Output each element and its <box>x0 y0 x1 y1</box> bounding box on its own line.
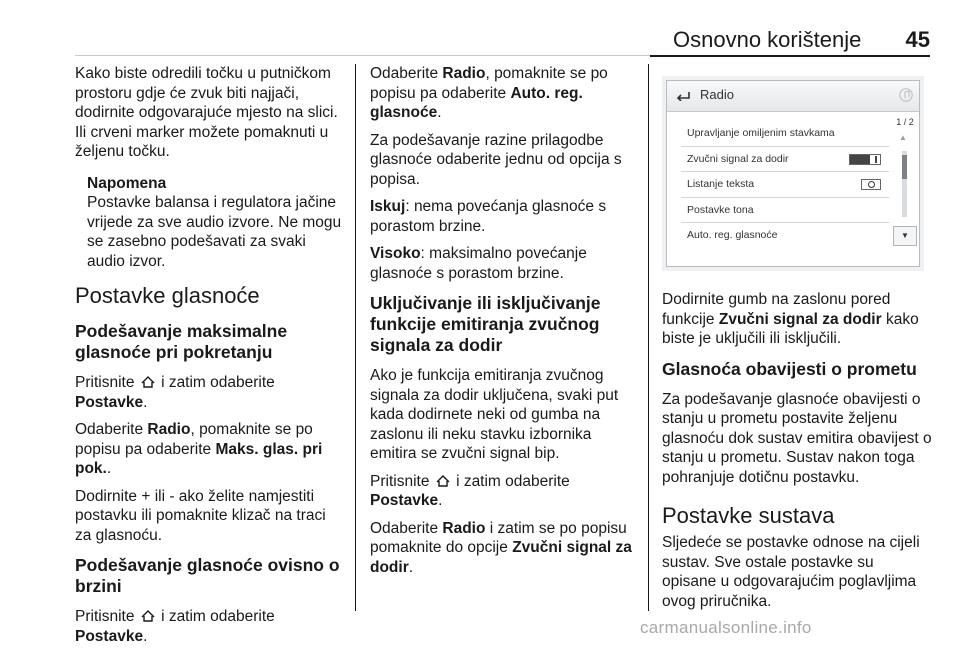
bold-term: Postavke <box>370 492 439 509</box>
screenshot-title-bar <box>667 81 919 112</box>
bold-term: Radio <box>147 421 191 438</box>
screenshot-title: Radio <box>700 87 734 102</box>
list-item-label: Zvučni signal za dodir <box>687 152 789 165</box>
press-instruction-3: Pritisnite i zatim odaberite Postavke. <box>370 472 570 509</box>
toggle-knob <box>875 156 877 163</box>
list-item-tone[interactable] <box>681 198 889 224</box>
text-fragment: Pritisnite <box>75 374 135 391</box>
system-paragraph: Sljedeće se postavke odnose na cijeli sustav. Sve ostale postavke su opisane u odgovarajućim poglavljima ovog priručnika. <box>662 534 920 610</box>
bold-term: Postavke <box>75 627 144 645</box>
list-item-favourites[interactable] <box>681 121 889 147</box>
select-instruction-1: Odaberite Radio, pomaknite se po popisu pa odaberite Maks. glas. pri pok.. <box>75 421 323 477</box>
adjust-level-paragraph: Za podešavanje razine prilagodbe glasnoće odaberite jednu od opcija s popisa. <box>370 131 622 188</box>
list-item-label: Auto. reg. glasnoće <box>687 229 778 241</box>
top-rule <box>75 55 650 56</box>
list-item-auto-volume[interactable] <box>681 223 889 248</box>
bold-term: Radio <box>442 519 486 537</box>
home-icon <box>436 475 450 487</box>
note-heading: Napomena <box>87 174 167 192</box>
bold-term: Auto. reg. glasnoće <box>370 84 583 121</box>
touch-beep-paragraph: Ako je funkcija emitiranja zvučnog signala za dodir uključena, svaki put kada dodirnete neki od gumba na zaslonu ili neku stavku izbornika emitira se zvučni signal bip. <box>370 367 619 462</box>
subheading-traffic-volume: Glasnoća obavijesti o prometu <box>662 358 917 379</box>
bold-term: Radio <box>442 65 486 82</box>
plus-minus-paragraph: Dodirnite + ili - ako želite namjestiti postavku ili pomaknite klizač na traci za glasnoću. <box>75 487 326 544</box>
section-heading-volume: Postavke glasnoće <box>75 283 260 308</box>
list-item-label: Postavke tona <box>687 203 754 216</box>
text-fragment: Odaberite <box>370 65 439 82</box>
text-scroll-toggle[interactable] <box>861 179 881 190</box>
music-note-icon <box>899 88 913 102</box>
balance-paragraph: Kako biste odredili točku u putničkom prostoru gdje će zvuk biti najjači, dodirnite odgovarajuće mjesto na slici. Ili crveni marker možete pomaknuti u željenu točku. <box>75 65 338 160</box>
column-divider-1 <box>355 64 356 611</box>
scrollbar-thumb[interactable] <box>902 155 907 179</box>
bold-term: Zvučni signal za dodir <box>370 539 632 576</box>
subheading-max-volume: Podešavanje maksimalne glasnoće pri pokretanju <box>75 321 288 362</box>
subheading-speed-volume: Podešavanje glasnoće ovisno o brzini <box>75 555 340 596</box>
traffic-paragraph: Za podešavanje glasnoće obavijesti o stanju u prometu postavite željenu glasnoću dok sustav emitira obavijest o stanju u prometu. Sustav nakon toga pohranjuje dotičnu postavku. <box>662 390 932 486</box>
list-item-label: Listanje teksta <box>687 178 755 190</box>
bold-term: Maks. glas. pri pok. <box>75 440 323 477</box>
text-fragment: Odaberite <box>75 421 144 438</box>
text-fragment: Pritisnite <box>370 472 430 490</box>
text-fragment: , pomaknite se po popisu pa odaberite <box>370 65 608 102</box>
toggle-fill <box>850 155 870 164</box>
scroll-up-icon[interactable]: ▲ <box>899 133 907 142</box>
settings-list <box>681 121 889 248</box>
press-instruction-1: Pritisnite i zatim odaberite Postavke. <box>75 374 275 411</box>
header-rule <box>650 55 930 57</box>
screenshot-frame <box>666 80 920 267</box>
toggle-dot <box>868 181 875 188</box>
select-touch-beep: Odaberite Radio i zatim se po popisu pomaknite do opcije Zvučni signal za dodir. <box>370 519 632 576</box>
text-fragment: , pomaknite se po popisu pa odaberite <box>75 421 313 458</box>
note-box <box>87 174 343 272</box>
iskuj-paragraph <box>370 197 634 236</box>
subheading-touch-beep: Uključivanje ili isključivanje funkcije emitiranja zvučnog signala za dodir <box>370 293 601 355</box>
page-header <box>0 0 960 58</box>
text-fragment: i zatim odaberite <box>161 608 275 625</box>
scroll-down-button[interactable]: ▼ <box>893 226 917 246</box>
column-3 <box>662 290 932 619</box>
note-text: Postavke balansa i regulatora jačine vrijede za sve audio izvore. Ne mogu se zasebno podešavati za svaki audio izvor. <box>87 194 342 270</box>
header-title: Osnovno korištenje <box>673 27 862 52</box>
list-item-text-scroll[interactable] <box>681 172 889 198</box>
touch-beep-toggle[interactable] <box>849 154 881 165</box>
back-arrow-icon[interactable] <box>675 89 691 101</box>
text-fragment: Pritisnite <box>75 608 135 625</box>
text-fragment: i zatim odaberite <box>456 472 570 490</box>
touch-button-paragraph <box>662 290 932 349</box>
column-1 <box>75 64 343 654</box>
text-fragment: : maksimalno povećanje glasnoće s porastom brzine. <box>370 245 587 282</box>
list-item-touch-beep[interactable] <box>681 147 889 173</box>
text-fragment: i zatim odaberite <box>161 374 275 391</box>
select-auto-volume: Odaberite Radio, pomaknite se po popisu pa odaberite Auto. reg. glasnoće. <box>370 65 608 121</box>
radio-settings-screenshot <box>662 76 924 271</box>
visoko-paragraph <box>370 244 634 283</box>
list-item-label: Upravljanje omiljenim stavkama <box>687 127 835 139</box>
column-2 <box>370 64 634 585</box>
press-instruction-2: Pritisnite i zatim odaberite Postavke. <box>75 608 275 645</box>
bold-term: Zvučni signal za dodir <box>718 310 882 328</box>
watermark: carmanualsonline.info <box>640 618 812 637</box>
text-fragment: : nema povećanja glasnoće s porastom brzine. <box>370 198 607 235</box>
text-fragment: Dodirnite gumb na zaslonu pored funkcije <box>662 291 891 328</box>
bold-term: Iskuj <box>370 198 406 215</box>
page-number: 45 <box>905 27 930 52</box>
section-heading-system: Postavke sustava <box>662 503 835 528</box>
text-fragment: Odaberite <box>370 519 439 537</box>
home-icon <box>141 610 155 622</box>
bold-term: Postavke <box>75 393 144 411</box>
scrollbar[interactable] <box>902 151 907 217</box>
bold-term: Visoko <box>370 245 421 262</box>
page-indicator: 1 / 2 <box>896 117 914 127</box>
text-fragment: i zatim se po popisu pomaknite do opcije <box>370 519 627 556</box>
home-icon <box>141 376 155 388</box>
text-fragment: kako biste je uključili ili isključili. <box>662 310 919 347</box>
column-divider-2 <box>648 64 649 611</box>
